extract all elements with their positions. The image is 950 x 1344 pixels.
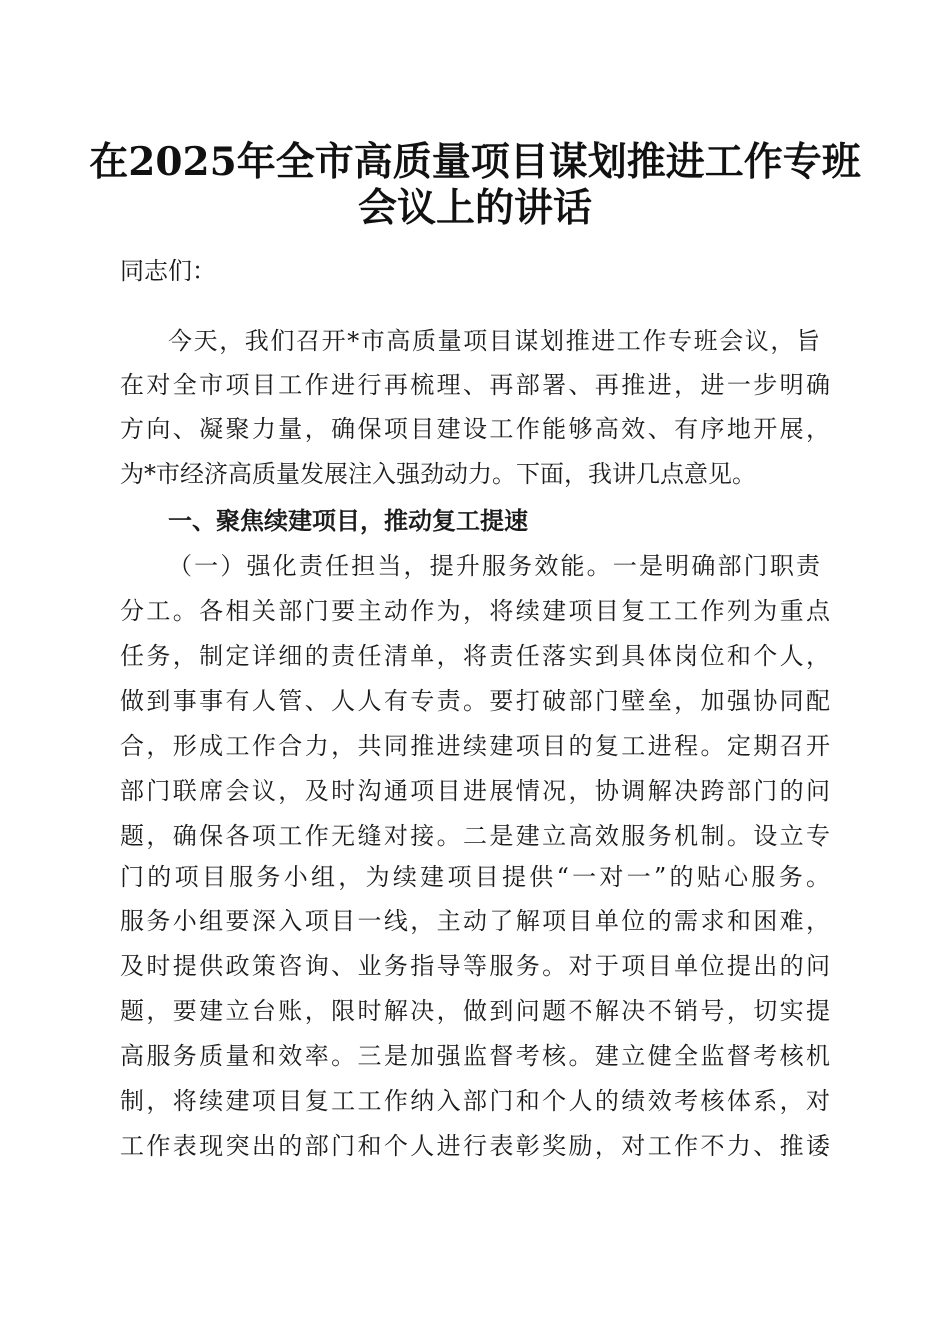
paragraph-line: 题，确保各项工作无缝对接。二是建立高效服务机制。设立专 bbox=[120, 822, 830, 850]
document-title-line-1: 在2025年全市高质量项目谋划推进工作专班 bbox=[89, 139, 861, 185]
paragraph-line: 工作表现突出的部门和个人进行表彰奖励，对工作不力、推诿 bbox=[120, 1132, 830, 1160]
paragraph-line: （一）强化责任担当，提升服务效能。一是明确部门职责 bbox=[168, 552, 820, 580]
section-heading: 一、聚焦续建项目，推动复工提速 bbox=[168, 507, 528, 535]
paragraph-line: 服务小组要深入项目一线，主动了解项目单位的需求和困难， bbox=[120, 907, 830, 935]
salutation: 同志们： bbox=[120, 257, 216, 285]
document-title-line-2: 会议上的讲话 bbox=[357, 185, 592, 231]
paragraph-line: 部门联席会议，及时沟通项目进展情况，协调解决跨部门的问 bbox=[120, 777, 830, 805]
paragraph-line: 分工。各相关部门要主动作为，将续建项目复工工作列为重点 bbox=[120, 597, 830, 625]
paragraph-line: 制，将续建项目复工工作纳入部门和个人的绩效考核体系，对 bbox=[120, 1087, 830, 1115]
paragraph-line: 及时提供政策咨询、业务指导等服务。对于项目单位提出的问 bbox=[120, 952, 830, 980]
paragraph-line: 做到事事有人管、人人有专责。要打破部门壁垒，加强协同配 bbox=[120, 687, 830, 715]
paragraph-line: 今天，我们召开*市高质量项目谋划推进工作专班会议，旨 bbox=[168, 327, 820, 355]
paragraph-line: 高服务质量和效率。三是加强监督考核。建立健全监督考核机 bbox=[120, 1042, 830, 1070]
paragraph-line: 题，要建立台账，限时解决，做到问题不解决不销号，切实提 bbox=[120, 997, 830, 1025]
paragraph-line: 任务，制定详细的责任清单，将责任落实到具体岗位和个人， bbox=[120, 642, 830, 670]
paragraph-line: 方向、凝聚力量，确保项目建设工作能够高效、有序地开展， bbox=[120, 415, 830, 443]
paragraph-line: 在对全市项目工作进行再梳理、再部署、再推进，进一步明确 bbox=[120, 371, 830, 399]
paragraph-line: 门的项目服务小组，为续建项目提供“一对一”的贴心服务。 bbox=[120, 863, 830, 891]
paragraph-line: 为*市经济高质量发展注入强劲动力。下面，我讲几点意见。 bbox=[120, 460, 756, 488]
paragraph-line: 合，形成工作合力，共同推进续建项目的复工进程。定期召开 bbox=[120, 732, 830, 760]
